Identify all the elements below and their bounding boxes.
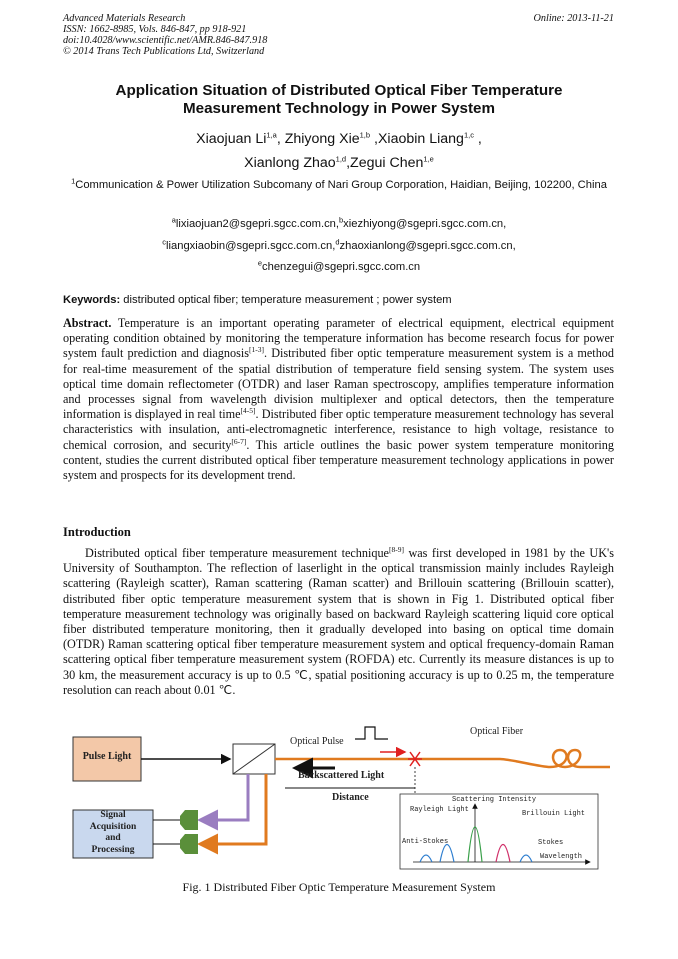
fiber-coil: [500, 750, 610, 767]
author-name: Xianlong Zhao: [244, 155, 336, 171]
email-link[interactable]: liangxiaobin@sgepri.sgcc.com.cn,: [166, 239, 336, 252]
author-sup: 1,b: [359, 130, 371, 140]
author-name: Xiaojuan Li: [196, 131, 267, 147]
author-sep: ,: [346, 155, 351, 171]
journal-header: [63, 13, 267, 57]
wavelength-label: Wavelength: [540, 853, 583, 861]
email-list: $^a$lixiaojuan2@sgepri.sgcc.com.cn,$^b$xiezhiyong@sgepri.sgcc.com.cn, $^c$liangxiaobin@sgepri.sgcc.com.cn,$^d$zhaoxianlong@sgepri.sgcc.com.cn, $^e$chenzegui@sgepri.sgcc.com.cn: [162, 215, 516, 273]
affiliation-sup: 1: [71, 176, 76, 186]
affiliation: [70, 178, 608, 194]
email-link[interactable]: zhaoxianlong@sgepri.sgcc.com.cn,: [339, 239, 516, 252]
author-name: Xiaobin Liang: [377, 131, 464, 147]
abstract-text: . This article outlines the basic power system temperature monitoring content, studies the current distributed optical fiber temperature measurement technology applications in power system and prospects for its development trend.: [63, 437, 614, 483]
journal-name: Advanced Materials Research: [63, 13, 186, 24]
title-line-2: Measurement Technology in Power System: [183, 100, 495, 117]
author-sup: 1,e: [423, 154, 434, 164]
citation: [4-5]: [240, 406, 256, 416]
abstract: [63, 316, 614, 483]
intro-text: was first developed in 1981 by the UK's University of Southampton. The reflection of laserlight in the optical transmission mainly includes Rayleigh scattering (Rayleigh scatter), Raman scattering (Raman scatter) and Brillouin scattering (Brillouin scatter), distributed fiber optic temperature measurement system that is shown in Fig 1. Distributed optical fiber temperature measurement technology was originally based on backward Rayleigh scattering liquid core optical fiber distributed temperature monitoring, then it gradually developed into basing on optical time domain (OTDR) Raman scattering optical fiber temperature measurement system and optical frequency-domain Raman scattering optical fiber temperature measurement system (ROFDA) etc. Currently its measure distances is up to 30 km, the measurement accuracy is up to 0.5 ℃, spatial positioning accuracy is up to 0.25 m, the temperature resolution can reach about 0.01 ℃.: [63, 546, 614, 697]
citation: [6-7]: [231, 436, 247, 446]
author-sep: ,: [473, 131, 482, 147]
scatter-point-icon: [408, 752, 422, 766]
author-name: Zegui Chen: [350, 155, 424, 171]
copyright-line: © 2014 Trans Tech Publications Ltd, Switzerland: [63, 46, 265, 57]
author-sep: ,: [370, 131, 378, 147]
email-link[interactable]: xiezhiyong@sgepri.sgcc.com.cn,: [343, 218, 507, 230]
doi-line: doi:10.4028/www.scientific.net/AMR.846-847.918: [63, 35, 268, 46]
abstract-text: . Distributed fiber optic temperature measurement technology has several characteristics with insulation, anti-electromagnetic interference, resistance to high voltage, resistance to chemical corrosion, and security: [63, 407, 614, 452]
citation: [8-9]: [388, 544, 404, 554]
abstract-text: Temperature is an important operating parameter of electrical equipment, electrical equipment operating condition obtained by monitoring the temperature information has become research focus for power system fault prediction and diagnosis: [63, 316, 614, 361]
detector-2: [180, 834, 198, 854]
signal-line: Processing: [91, 844, 135, 855]
optical-fiber-label: Optical Fiber: [470, 726, 524, 737]
abstract-text: . Distributed fiber optic temperature measurement system is a method for real-time measurement of the spatial distribution of temperature field sensing system. The system uses optical time domain reflectometer (OTDR) and laser Raman spectroscopy, amplifies temperature information and processes signal from wavelength division multiplexer and optical detectors, then the temperature information is displayed in real time: [63, 346, 614, 422]
online-date: Online: 2013-11-21: [533, 13, 614, 24]
signal-processing-label: [73, 810, 153, 856]
author-name: Zhiyong Xie: [284, 131, 360, 147]
author-sup: 1,c: [463, 130, 474, 140]
author-list: [40, 127, 638, 175]
signal-line: and: [105, 833, 121, 843]
keywords-text: distributed optical fiber; temperature measurement ; power system: [120, 294, 452, 306]
intro-text: Distributed optical fiber temperature measurement technique: [85, 546, 389, 560]
stokes-label: Stokes: [538, 839, 564, 847]
pulse-light-label: Pulse Light: [82, 751, 132, 762]
backscattered-label: Backscattered Light: [298, 770, 385, 781]
affiliation-text: Communication & Power Utilization Subcomany of Nari Group Corporation, Haidian, Beijing, 102200, China: [75, 179, 607, 191]
title-line-1: Application Situation of Distributed Optical Fiber Temperature: [115, 82, 563, 99]
author-sup: 1,a: [266, 130, 277, 140]
keywords: [63, 294, 452, 306]
detector-1: [180, 810, 198, 830]
anti-stokes-label: Anti-Stokes: [402, 838, 449, 846]
signal-line: Acquisition: [89, 821, 137, 832]
figure-caption: Fig. 1 Distributed Fiber Optic Temperature Measurement System: [182, 880, 496, 894]
rayleigh-label: Rayleigh Light: [410, 806, 469, 814]
abstract-label: Abstract.: [63, 316, 112, 330]
email-link[interactable]: lixiaojuan2@sgepri.sgcc.com.cn,: [175, 218, 339, 230]
optical-pulse-label: Optical Pulse: [290, 736, 344, 747]
issn-line: ISSN: 1662-8985, Vols. 846-847, pp 918-921: [63, 24, 247, 35]
scattering-intensity-label: Scattering Intensity: [452, 796, 537, 804]
author-sup: 1,d: [335, 154, 347, 164]
email-link[interactable]: chenzegui@sgepri.sgcc.com.cn: [262, 261, 421, 273]
paper-title: [40, 82, 638, 118]
brillouin-label: Brillouin Light: [522, 810, 586, 818]
signal-line: Signal: [100, 810, 126, 820]
distance-label: Distance: [332, 792, 369, 803]
figure-1: [70, 722, 610, 872]
keywords-label: Keywords:: [63, 294, 121, 306]
section-heading: Introduction: [63, 525, 131, 539]
author-sep: ,: [276, 131, 285, 147]
introduction-paragraph: [63, 546, 614, 698]
citation: [1-3]: [248, 345, 264, 355]
